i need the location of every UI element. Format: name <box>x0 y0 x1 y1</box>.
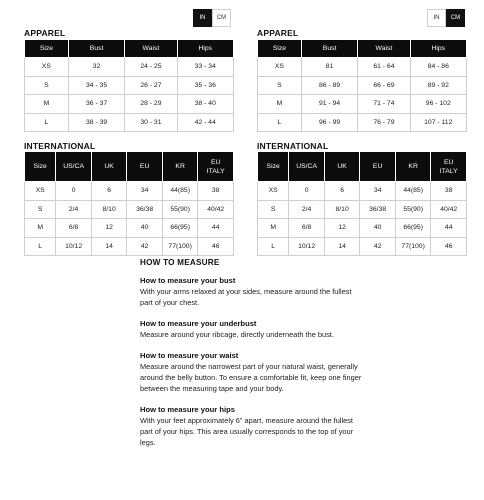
table-cell: 30 - 31 <box>125 113 177 132</box>
column-header: Size <box>258 152 289 182</box>
table-cell: M <box>258 219 289 238</box>
howto-waist <box>140 350 365 394</box>
column-header: Size <box>25 40 69 58</box>
table-cell: 91 - 94 <box>301 95 357 114</box>
apparel-table-cm <box>257 39 467 132</box>
table-row <box>258 200 467 219</box>
table-cell: 77(100) <box>395 237 431 256</box>
table-cell: L <box>25 113 69 132</box>
table-cell: 66 - 69 <box>358 76 410 95</box>
column-header: Size <box>258 40 302 58</box>
column-header: EU ITALY <box>431 152 467 182</box>
table-header-row <box>258 40 467 58</box>
table-cell: 36/38 <box>360 200 396 219</box>
table-cell: 40 <box>127 219 163 238</box>
table-cell: 36/38 <box>127 200 163 219</box>
international-title-left: INTERNATIONAL <box>24 141 96 151</box>
table-row <box>258 237 467 256</box>
table-cell: L <box>258 113 302 132</box>
table-header-row <box>25 40 234 58</box>
column-header: KR <box>395 152 431 182</box>
table-row <box>258 76 467 95</box>
column-header: UK <box>91 152 127 182</box>
table-cell: 66(95) <box>162 219 198 238</box>
apparel-table-in <box>24 39 234 132</box>
table-cell: 26 - 27 <box>125 76 177 95</box>
table-cell: 6 <box>324 182 360 201</box>
table-cell: 61 - 64 <box>358 58 410 77</box>
table-cell: 38 - 39 <box>68 113 124 132</box>
unit-toggle-left <box>193 9 231 27</box>
howto-heading: How to measure your waist <box>140 351 239 360</box>
table-row <box>258 113 467 132</box>
table-cell: 107 - 112 <box>410 113 466 132</box>
how-to-measure-section <box>140 258 365 458</box>
table-row <box>25 58 234 77</box>
howto-hips <box>140 404 365 448</box>
table-cell: 42 <box>127 237 163 256</box>
table-cell: S <box>258 200 289 219</box>
table-row <box>258 95 467 114</box>
table-cell: 12 <box>324 219 360 238</box>
column-header: Bust <box>68 40 124 58</box>
column-header: US/CA <box>56 152 92 182</box>
table-cell: 40 <box>360 219 396 238</box>
howto-text: With your arms relaxed at your sides, measure around the fullest part of your chest. <box>140 287 352 307</box>
unit-in-button[interactable]: IN <box>427 9 446 27</box>
table-cell: 28 - 29 <box>125 95 177 114</box>
table-row <box>25 219 234 238</box>
column-header: Hips <box>410 40 466 58</box>
table-header-row <box>258 152 467 182</box>
table-cell: S <box>25 76 69 95</box>
table-cell: 55(90) <box>395 200 431 219</box>
table-cell: L <box>25 237 56 256</box>
table-cell: 44(85) <box>395 182 431 201</box>
table-cell: 2/4 <box>56 200 92 219</box>
table-row <box>258 219 467 238</box>
table-cell: 96 - 102 <box>410 95 466 114</box>
howto-bust <box>140 275 365 308</box>
table-cell: 33 - 34 <box>177 58 233 77</box>
table-cell: 46 <box>431 237 467 256</box>
table-cell: 55(90) <box>162 200 198 219</box>
table-cell: 6/8 <box>56 219 92 238</box>
table-cell: 44(85) <box>162 182 198 201</box>
column-header: EU ITALY <box>198 152 234 182</box>
table-cell: 36 - 37 <box>68 95 124 114</box>
table-cell: 96 - 99 <box>301 113 357 132</box>
table-cell: 0 <box>289 182 325 201</box>
table-cell: 76 - 79 <box>358 113 410 132</box>
table-cell: 86 - 89 <box>301 76 357 95</box>
table-row <box>25 200 234 219</box>
table-row <box>25 113 234 132</box>
table-cell: 10/12 <box>289 237 325 256</box>
table-cell: 77(100) <box>162 237 198 256</box>
table-cell: 38 - 40 <box>177 95 233 114</box>
table-cell: XS <box>258 182 289 201</box>
table-cell: 89 - 92 <box>410 76 466 95</box>
table-cell: XS <box>258 58 302 77</box>
column-header: EU <box>360 152 396 182</box>
unit-cm-button[interactable]: CM <box>446 9 465 27</box>
howto-text: Measure around the narrowest part of your natural waist, generally around the belly button. To ensure a comfortable fit, keep one finger between the measuring tape and your body. <box>140 362 362 393</box>
table-cell: 14 <box>91 237 127 256</box>
international-table-left <box>24 151 234 256</box>
table-cell: M <box>258 95 302 114</box>
howto-text: Measure around your ribcage, directly underneath the bust. <box>140 330 334 339</box>
table-cell: 38 <box>431 182 467 201</box>
table-cell: 44 <box>198 219 234 238</box>
table-cell: 32 <box>68 58 124 77</box>
international-table-right <box>257 151 467 256</box>
table-cell: 8/10 <box>324 200 360 219</box>
how-to-measure-title: HOW TO MEASURE <box>140 258 220 267</box>
table-cell: 44 <box>431 219 467 238</box>
column-header: UK <box>324 152 360 182</box>
howto-underbust <box>140 318 365 340</box>
table-cell: 40/42 <box>431 200 467 219</box>
column-header: Hips <box>177 40 233 58</box>
table-cell: 6/8 <box>289 219 325 238</box>
table-cell: 14 <box>324 237 360 256</box>
table-cell: 34 - 35 <box>68 76 124 95</box>
table-row <box>25 182 234 201</box>
table-cell: 42 <box>360 237 396 256</box>
table-cell: S <box>258 76 302 95</box>
column-header: KR <box>162 152 198 182</box>
table-cell: 42 - 44 <box>177 113 233 132</box>
column-header: Size <box>25 152 56 182</box>
table-row <box>25 76 234 95</box>
table-cell: 2/4 <box>289 200 325 219</box>
table-cell: 71 - 74 <box>358 95 410 114</box>
table-cell: 38 <box>198 182 234 201</box>
table-cell: 6 <box>91 182 127 201</box>
unit-toggle-right <box>427 9 465 27</box>
table-cell: 24 - 25 <box>125 58 177 77</box>
howto-heading: How to measure your bust <box>140 276 236 285</box>
column-header: Waist <box>125 40 177 58</box>
table-cell: M <box>25 95 69 114</box>
table-cell: 34 <box>360 182 396 201</box>
column-header: US/CA <box>289 152 325 182</box>
unit-cm-button[interactable]: CM <box>212 9 231 27</box>
table-cell: 0 <box>56 182 92 201</box>
table-cell: 40/42 <box>198 200 234 219</box>
table-cell: 35 - 36 <box>177 76 233 95</box>
table-cell: XS <box>25 182 56 201</box>
table-cell: 84 - 86 <box>410 58 466 77</box>
table-row <box>258 182 467 201</box>
apparel-title-cm: APPAREL <box>257 28 299 38</box>
apparel-title-in: APPAREL <box>24 28 66 38</box>
table-row <box>25 95 234 114</box>
table-cell: S <box>25 200 56 219</box>
howto-text: With your feet approximately 6" apart, measure around the fullest part of your hips. This area usually corresponds to the top of your legs. <box>140 416 354 447</box>
table-cell: L <box>258 237 289 256</box>
table-row <box>25 237 234 256</box>
international-title-right: INTERNATIONAL <box>257 141 329 151</box>
column-header: EU <box>127 152 163 182</box>
howto-heading: How to measure your underbust <box>140 319 257 328</box>
table-cell: 8/10 <box>91 200 127 219</box>
table-cell: 46 <box>198 237 234 256</box>
table-cell: 34 <box>127 182 163 201</box>
column-header: Waist <box>358 40 410 58</box>
column-header: Bust <box>301 40 357 58</box>
unit-in-button[interactable]: IN <box>193 9 212 27</box>
table-cell: XS <box>25 58 69 77</box>
howto-heading: How to measure your hips <box>140 405 235 414</box>
table-cell: 66(95) <box>395 219 431 238</box>
table-cell: 81 <box>301 58 357 77</box>
table-cell: 12 <box>91 219 127 238</box>
table-row <box>258 58 467 77</box>
table-cell: 10/12 <box>56 237 92 256</box>
table-cell: M <box>25 219 56 238</box>
table-header-row <box>25 152 234 182</box>
